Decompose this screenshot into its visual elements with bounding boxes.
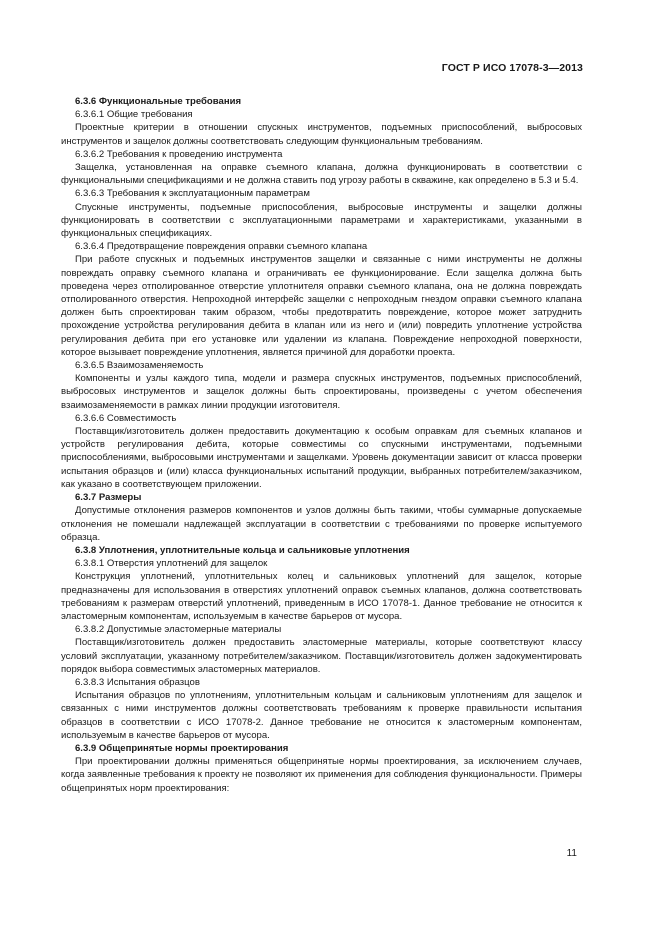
body-paragraph: Конструкция уплотнений, уплотнительных колец и сальниковых уплотнений для защелок, которые предназначены для использования в отверстиях уплотнений оправок съемных клапанов, должна соответствовать требованиям к размерам отверстий уплотнений, приведенным в ИСО 17078-1. Данное требование не относится к эластомерным компонентам, используемым в качестве барьеров от мусора. [61,571,582,622]
section-heading: 6.3.9 Общепринятые нормы проектирования [75,742,289,754]
document-body [61,95,582,795]
subsection-heading: 6.3.8.3 Испытания образцов [75,676,200,688]
section-heading: 6.3.8 Уплотнения, уплотнительные кольца и сальниковые уплотнения [75,544,410,556]
subsection-heading: 6.3.6.4 Предотвращение повреждения оправки съемного клапана [75,241,368,253]
body-paragraph: При работе спускных и подъемных инструментов защелки и связанные с ними инструменты не должны повреждать оправку съемного клапана и ограничивать ее функционирование. Если защелка должна быть проведена через отполированное отверстие уплотнителя оправки съемного клапана, она не должна повреждать отполированного отверстия. Непроходной интерфейс защелки с непроходным гнездом оправки съемного клапана должен быть спроектирован таким образом, чтобы предотвратить повреждение, которое может затруднить прохождение устройства регулирования дебита в клапан или из него и (или) повредить уплотнение устройства регулирования дебита при его установке или удалении из клапана. Повреждение непроходной поверхности, которое вызывает повреждение уплотнения, является причиной для доработки проекта. [61,254,582,358]
body-paragraph: Допустимые отклонения размеров компонентов и узлов должны быть такими, чтобы суммарные допускаемые отклонения не помешали надлежащей эксплуатации в соответствии с требованиями по проверке испытуемого образца. [61,505,582,543]
body-paragraph: Компоненты и узлы каждого типа, модели и размера спускных инструментов, подъемных приспособлений, выбросовых инструментов и защелок должны быть спроектированы, произведены с учетом обеспечения взаимозаменяемости в рамках линии продукции изготовителя. [61,373,582,411]
body-paragraph: При проектировании должны применяться общепринятые нормы проектирования, за исключением случаев, когда заявленные требования к проекту не позволяют их применения для соблюдения функциональности. Примеры общепринятых норм проектирования: [61,756,582,794]
section-heading: 6.3.7 Размеры [75,492,142,504]
body-paragraph: Поставщик/изготовитель должен предоставить документацию к особым оправкам для съемных клапанов и устройств регулирования дебита, которые совместимы со спускными инструментами, подъемными приспособлениями, выбросовыми инструментами и защелками. Уровень документации зависит от класса проверки испытания образцов и (или) класса функциональных испытаний продукции, выбранных потребителем/заказчиком, как указано в соответствующем приложении. [61,426,582,490]
subsection-heading: 6.3.6.5 Взаимозаменяемость [75,360,204,372]
body-paragraph: Поставщик/изготовитель должен предоставить эластомерные материалы, которые соответствуют классу условий эксплуатации, указанному потребителем/заказчиком. Поставщик/изготовитель должен задокументировать порядок выбора совместимых эластомерных материалов. [61,637,582,675]
subsection-heading: 6.3.8.1 Отверстия уплотнений для защелок [75,558,268,570]
section-heading: 6.3.6 Функциональные требования [75,96,242,107]
subsection-heading: 6.3.8.2 Допустимые эластомерные материалы [75,624,282,636]
subsection-heading: 6.3.6.3 Требования к эксплуатационным параметрам [75,188,310,200]
body-paragraph: Испытания образцов по уплотнениям, уплотнительным кольцам и сальниковым уплотнениям для защелок и связанных с ними инструментов должны соответствовать требованиям к проверке правильности испытания образцов в соответствии с ИСО 17078-2. Данное требование не относится к эластомерным компонентам, используемым в качестве барьеров от мусора. [61,690,582,741]
subsection-heading: 6.3.6.2 Требования к проведению инструмента [75,148,283,160]
body-paragraph: Проектные критерии в отношении спускных инструментов, подъемных приспособлений, выбросовых инструментов и защелок должны соответствовать следующим функциональным требованиям. [61,122,582,147]
page-number: 11 [566,848,577,859]
subsection-heading: 6.3.6.1 Общие требования [75,109,193,121]
document-code: ГОСТ Р ИСО 17078-3—2013 [441,62,583,74]
body-paragraph: Защелка, установленная на оправке съемного клапана, должна функционировать в соответствии с функциональными спецификациями и не должна ставить под угрозу работы в скважине, как определено в 5.3 и 5.4. [61,162,582,187]
subsection-heading: 6.3.6.6 Совместимость [75,412,177,424]
body-paragraph: Спускные инструменты, подъемные приспособления, выбросовые инструменты и защелки должны функционировать в соответствии с эксплуатационными параметрами и характеристиками, указанными в функциональных спецификациях. [61,201,582,240]
